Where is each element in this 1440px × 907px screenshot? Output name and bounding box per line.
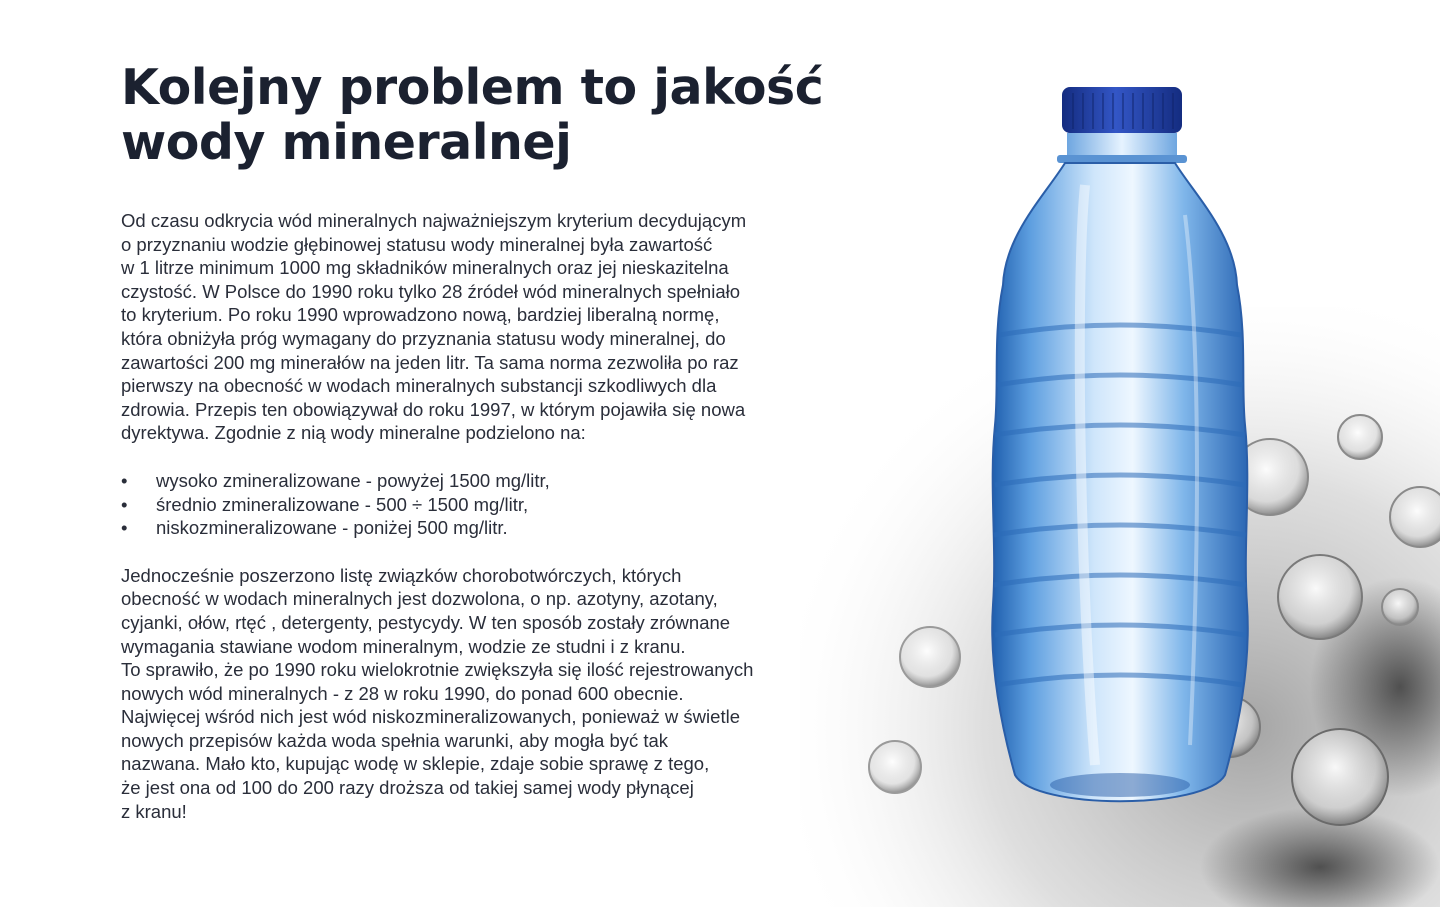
bullet-icon: • (121, 469, 128, 491)
list-item-text: niskozmineralizowane - poniżej 500 mg/litr. (156, 517, 508, 539)
list-item-text: średnio zmineralizowane - 500 ÷ 1500 mg/litr, (156, 493, 529, 515)
conclusion-paragraph: Jednocześnie poszerzono listę związków chorobotwórczych, których obecność w wodach mineralnych jest dozwolona, o np. azotyny, azotany, cyjanki, ołów, rtęć , detergenty, pestycydy. W ten sposób zostały zrównane wymagania stawiane wodom mineralnym, wodzie ze studni i z kranu. To sprawiło, że po 1990 roku wielokrotnie zwiększyła się ilość rejestrowanych nowych wód mineralnych - z 28 w roku 1990, do ponad 600 obecnie. Najwięcej wśród nich jest wód niskozmineralizowanych, ponieważ w świetle nowych przepisów każda woda spełnia warunki, aby mogła być tak nazwana. Mało kto, kupując wodę w sklepie, zdaje sobie sprawę z tego, że jest ona od 100 do 200 razy droższa od takiej samej wody płynącej z kranu! (121, 564, 754, 822)
list-item (121, 469, 881, 493)
page-title: Kolejny problem to jakość wody mineralnej (121, 59, 824, 171)
list-item (121, 493, 881, 517)
bullet-icon: • (121, 517, 128, 539)
intro-paragraph: Od czasu odkrycia wód mineralnych najważniejszym kryterium decydującym o przyznaniu wodzie głębinowej statusu wody mineralnej była zawartość w 1 litrze minimum 1000 mg składników mineralnych oraz jej nieskazitelna czystość. W Polsce do 1990 roku tylko 28 źródeł wód mineralnych spełniało to kryterium. Po roku 1990 wprowadzono nową, bardziej liberalną normę, która obniżyła próg wymagany do przyznania statusu wody mineralnej, do zawartości 200 mg minerałów na jeden litr. Ta sama norma zezwoliła po raz pierwszy na obecność w wodach mineralnych substancji szkodliwych dla zdrowia. Przepis ten obowiązywał do roku 1997, w którym pojawiła się nowa dyrektywa. Zgodnie z nią wody mineralne podzielono na: (121, 210, 747, 444)
list-item-text: wysoko zmineralizowane - powyżej 1500 mg/litr, (156, 469, 550, 491)
water-bottle-image (985, 85, 1255, 820)
main-content (121, 60, 881, 823)
list-item (121, 516, 881, 540)
bullet-icon: • (121, 493, 128, 515)
mineralization-list (121, 469, 881, 540)
